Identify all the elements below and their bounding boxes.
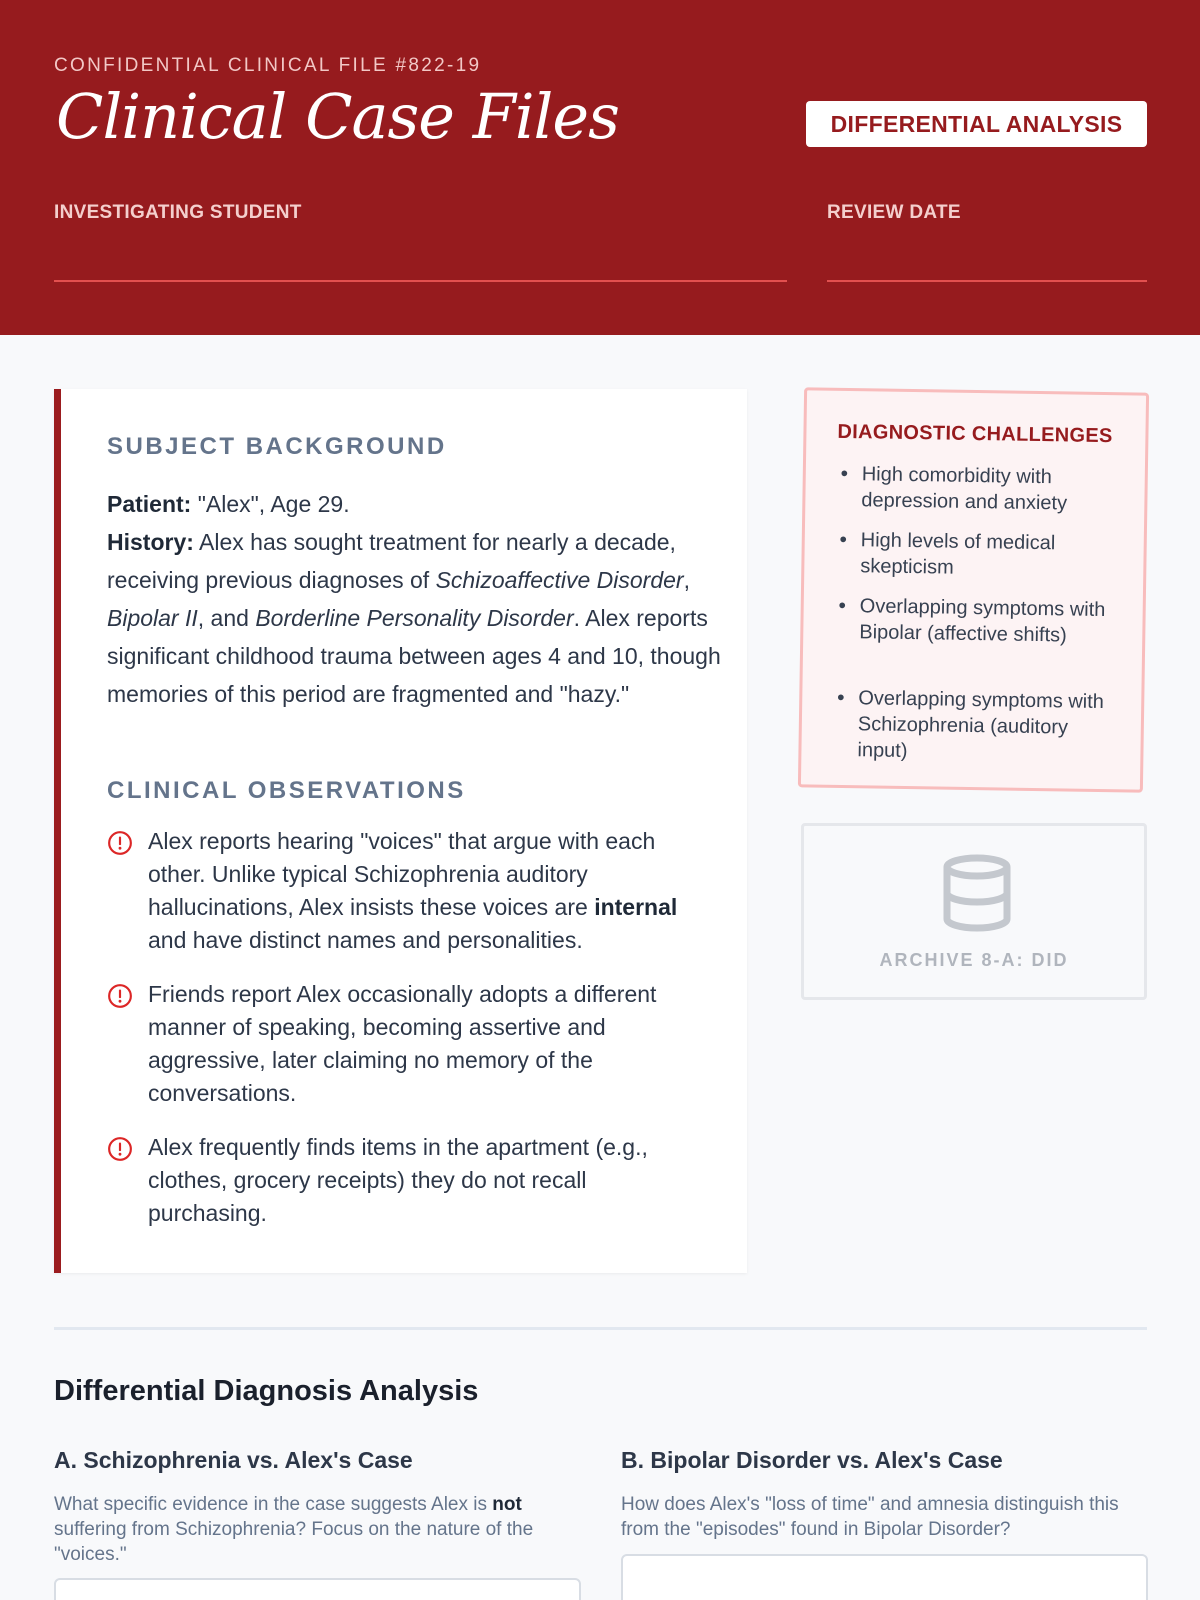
observation-text: Friends report Alex occasionally adopts a different manner of speaking, becoming assertive and aggressive, later claiming no memory of the conversations. bbox=[148, 981, 657, 1106]
bullet-icon: • bbox=[839, 528, 847, 552]
separator-1: , bbox=[683, 567, 690, 593]
history-label: History: bbox=[107, 529, 194, 555]
case-card bbox=[54, 389, 747, 1273]
diagnosis-1: Schizoaffective Disorder bbox=[435, 567, 684, 593]
observation-item bbox=[107, 825, 707, 957]
challenge-item: • High comorbidity with depression and anxiety bbox=[836, 461, 1117, 517]
database-icon bbox=[941, 854, 1013, 932]
observation-text: Alex frequently finds items in the apartment (e.g., clothes, grocery receipts) they do not recall purchasing. bbox=[148, 1134, 648, 1226]
review-date-input[interactable] bbox=[827, 256, 1147, 282]
alert-circle-icon bbox=[107, 983, 133, 1009]
history-text-1: Alex has sought treatment for nearly a decade, receiving previous diagnoses of bbox=[107, 529, 676, 593]
observation-text: Alex reports hearing "voices" that argue with each other. Unlike typical Schizophrenia auditory hallucinations, Alex insists these voices are internal and have distinct names and personalities. bbox=[148, 828, 678, 953]
observation-item bbox=[107, 978, 707, 1110]
challenge-item: • High levels of medical skepticism bbox=[835, 527, 1116, 583]
question-a-prompt: What specific evidence in the case suggests Alex is not suffering from Schizophrenia? Focus on the nature of the "voices." bbox=[54, 1494, 534, 1565]
bullet-icon: • bbox=[837, 686, 845, 709]
clinical-observations-heading: CLINICAL OBSERVATIONS bbox=[107, 777, 466, 804]
diagnosis-2: Bipolar II bbox=[107, 605, 198, 631]
patient-value: "Alex", Age 29. bbox=[191, 491, 350, 517]
patient-label: Patient: bbox=[107, 491, 192, 517]
file-label: CONFIDENTIAL CLINICAL FILE #822-19 bbox=[54, 55, 482, 76]
review-date-label: REVIEW DATE bbox=[827, 202, 961, 223]
analysis-title: Differential Diagnosis Analysis bbox=[54, 1375, 479, 1407]
diagnostic-challenges-note bbox=[798, 387, 1149, 792]
answer-a-textarea[interactable] bbox=[54, 1578, 581, 1600]
differential-analysis-tag[interactable]: DIFFERENTIAL ANALYSIS bbox=[806, 101, 1147, 147]
challenge-item: • Overlapping symptoms with Schizophrenia (auditory input) bbox=[832, 685, 1113, 767]
subject-background-heading: SUBJECT BACKGROUND bbox=[107, 433, 447, 460]
page-title: Clinical Case Files bbox=[56, 80, 619, 153]
bullet-icon: • bbox=[838, 594, 846, 617]
question-b-heading: B. Bipolar Disorder vs. Alex's Case bbox=[621, 1447, 1003, 1473]
archive-label: ARCHIVE 8-A: DID bbox=[879, 950, 1069, 970]
archive-card[interactable] bbox=[801, 823, 1147, 1000]
observation-item bbox=[107, 1131, 707, 1230]
alert-circle-icon bbox=[107, 830, 133, 856]
student-label: INVESTIGATING STUDENT bbox=[54, 202, 302, 223]
question-a-heading: A. Schizophrenia vs. Alex's Case bbox=[54, 1447, 413, 1473]
diagnostic-challenges-title: DIAGNOSTIC CHALLENGES bbox=[837, 420, 1113, 448]
student-name-input[interactable] bbox=[54, 256, 787, 282]
challenge-item: • Overlapping symptoms with Bipolar (affective shifts) bbox=[834, 593, 1115, 649]
history-text-2: . Alex reports significant childhood trauma between ages 4 and 10, though memories of this period are fragmented and "hazy." bbox=[107, 605, 721, 707]
answer-b-textarea[interactable] bbox=[621, 1554, 1148, 1600]
diagnosis-3: Borderline Personality Disorder bbox=[255, 605, 574, 631]
bullet-icon: • bbox=[840, 462, 848, 486]
subject-background-text bbox=[107, 485, 727, 713]
question-b-prompt: How does Alex's "loss of time" and amnesia distinguish this from the "episodes" found in Bipolar Disorder? bbox=[621, 1494, 1119, 1540]
separator-2: , and bbox=[197, 605, 256, 631]
alert-circle-icon bbox=[107, 1136, 133, 1162]
section-divider bbox=[54, 1327, 1147, 1330]
page-header bbox=[0, 0, 1200, 335]
